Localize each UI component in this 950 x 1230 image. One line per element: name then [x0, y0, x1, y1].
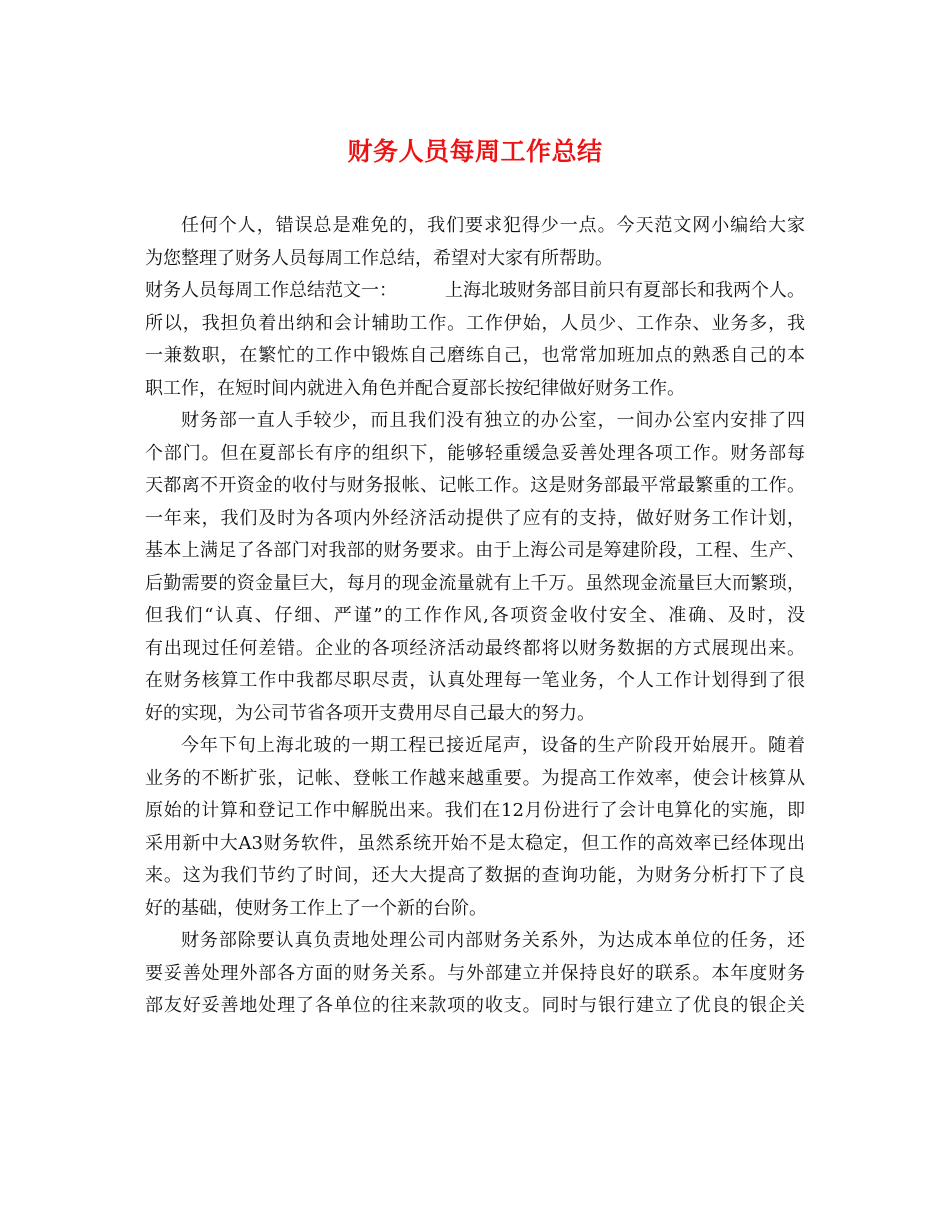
paragraph-line: 业务的不断扩张，记帐、登帐工作越来越重要。为提高工作效率，使会计核算从	[145, 767, 805, 789]
paragraph-line: 财务部一直人手较少，而且我们没有独立的办公室，一间办公室内安排了四	[181, 410, 805, 431]
paragraph-line: 但我们“认真、仔细、严谨”的工作作风,各项资金收付安全、准确、及时，没	[145, 605, 805, 626]
paragraph-text: 上海北玻财务部目前只有夏部长和我两个人。	[445, 280, 805, 301]
paragraph-line: 一兼数职，在繁忙的工作中锻炼自己磨练自己，也常常加班加点的熟悉自己的本	[145, 345, 805, 366]
paragraph-line: 所以，我担负着出纳和会计辅助工作。工作伊始，人员少、工作杂、业务多，我	[145, 312, 805, 334]
paragraph-line: 有出现过任何差错。企业的各项经济活动最终都将以财务数据的方式展现出来。	[145, 637, 805, 659]
paragraph-line: 要妥善处理外部各方面的财务关系。与外部建立并保持良好的联系。本年度财务	[145, 962, 805, 984]
paragraph-line: 部友好妥善地处理了各单位的往来款项的收支。同时与银行建立了优良的银企关	[145, 995, 805, 1016]
paragraph-line	[145, 275, 805, 308]
paragraph-line: 在财务核算工作中我都尽职尽责，认真处理每一笔业务，个人工作计划得到了很	[145, 670, 805, 691]
paragraph-line: 任何个人，错误总是难免的，我们要求犯得少一点。今天范文网小编给大家	[181, 215, 805, 236]
paragraph-line: 今年下旬上海北玻的一期工程已接近尾声，设备的生产阶段开始展开。随着	[181, 735, 805, 756]
paragraph-line: 基本上满足了各部门对我部的财务要求。由于上海公司是筹建阶段，工程、生产、	[145, 540, 805, 561]
paragraph-line: 好的基础，使财务工作上了一个新的台阶。	[145, 897, 487, 919]
section-heading: 财务人员每周工作总结范文一：	[145, 280, 397, 301]
paragraph-line: 好的实现，为公司节省各项开支费用尽自己最大的努力。	[145, 702, 595, 724]
document-title: 财务人员每周工作总结	[347, 137, 603, 166]
paragraph-line: 财务部除要认真负责地处理公司内部财务关系外，为达成本单位的任务，还	[181, 930, 805, 951]
paragraph-line: 后勤需要的资金量巨大，每月的现金流量就有上千万。虽然现金流量巨大而繁琐，	[145, 572, 805, 594]
paragraph-line: 职工作，在短时间内就进入角色并配合夏部长按纪律做好财务工作。	[145, 377, 685, 399]
paragraph-line: 来。这为我们节约了时间，还大大提高了数据的查询功能，为财务分析打下了良	[145, 865, 805, 886]
paragraph-line: 天都离不开资金的收付与财务报帐、记帐工作。这是财务部最平常最繁重的工作。	[145, 475, 805, 496]
document-body	[145, 210, 805, 1023]
paragraph-line: 原始的计算和登记工作中解脱出来。我们在12月份进行了会计电算化的实施，即	[145, 800, 805, 821]
paragraph-line: 一年来，我们及时为各项内外经济活动提供了应有的支持，做好财务工作计划，	[145, 507, 805, 529]
paragraph-line: 个部门。但在夏部长有序的组织下，能够轻重缓急妥善处理各项工作。财务部每	[145, 442, 805, 464]
paragraph-line: 采用新中大A3财务软件，虽然系统开始不是太稳定，但工作的高效率已经体现出	[145, 832, 805, 854]
paragraph-line: 为您整理了财务人员每周工作总结，希望对大家有所帮助。	[145, 247, 613, 269]
